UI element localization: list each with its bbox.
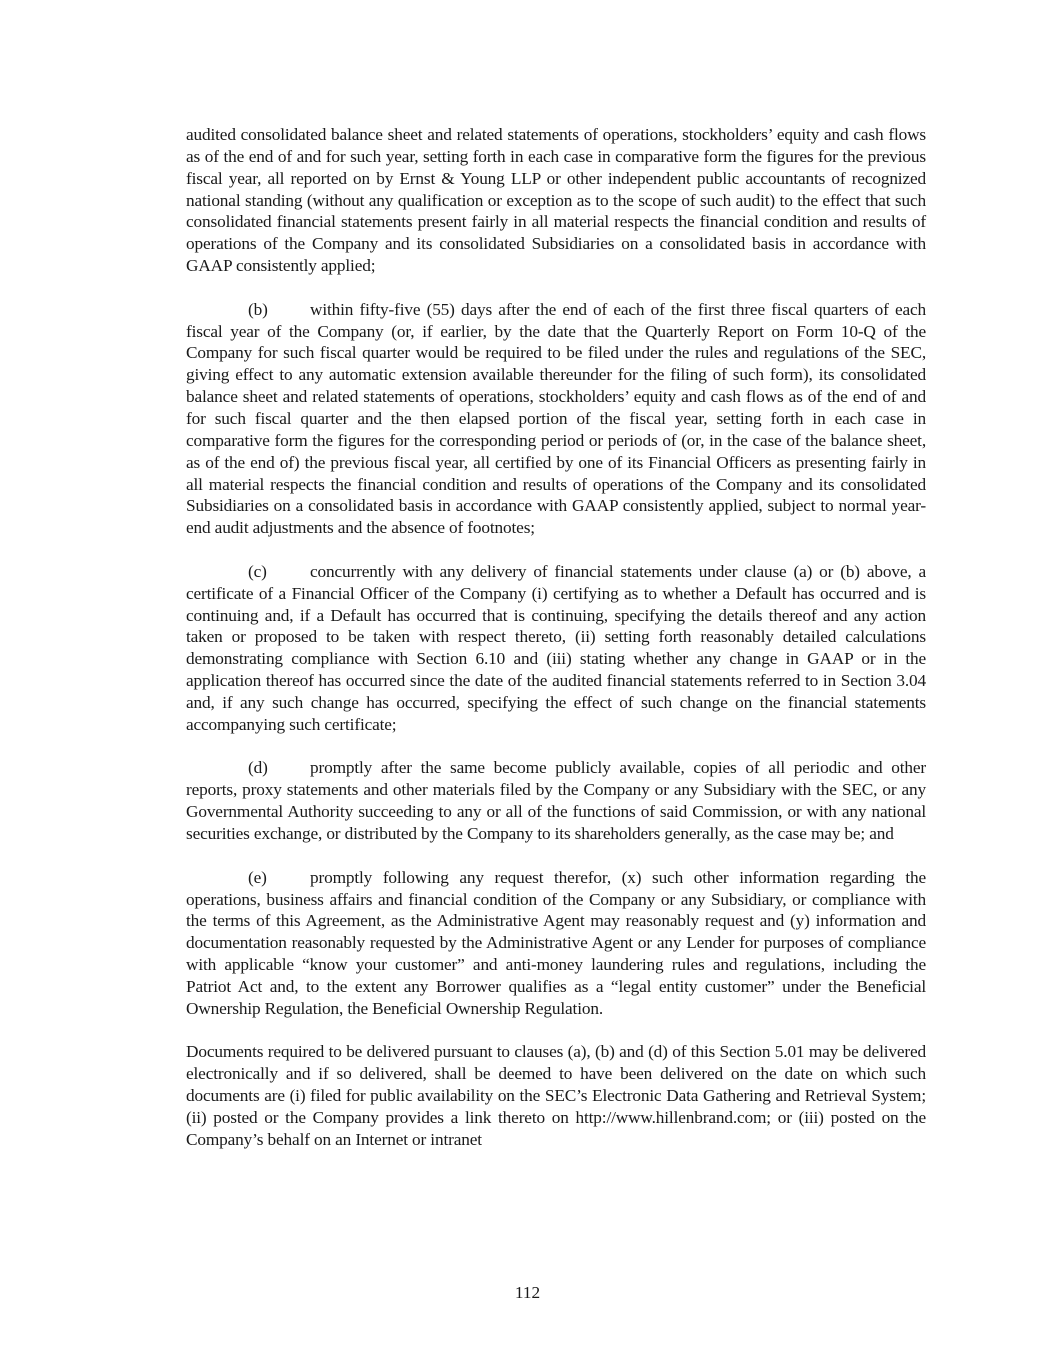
- paragraph-text: promptly after the same become publicly available, copies of all periodic and other reports, proxy statements and other materials filed by the Company or any Subsidiary with the SEC, or any Governmental Authority succeeding to any or all of the functions of said Commission, or with any national securities exchange, or distributed by the Company to its shareholders generally, as the case may be; and: [186, 758, 926, 843]
- paragraph-b: [186, 299, 926, 539]
- paragraph-text: audited consolidated balance sheet and related statements of operations, stockholders’ equity and cash flows as of the end of and for such year, setting forth in each case in comparative form the figures for the previous fiscal year, all reported on by Ernst & Young LLP or other independent public accountants of recognized national standing (without any qualification or exception as to the scope of such audit) to the effect that such consolidated financial statements present fairly in all material respects the financial condition and results of operations of the Company and its consolidated Subsidiaries on a consolidated basis in accordance with GAAP consistently applied;: [186, 125, 926, 276]
- paragraph-text: Documents required to be delivered pursuant to clauses (a), (b) and (d) of this Section 5.01 may be delivered electronically and if so delivered, shall be deemed to have been delivered on the date on which such documents are (i) filed for public availability on the SEC’s Electronic Data Gathering and Retrieval System; (ii) posted or the Company provides a link thereto on http://www.hillenbrand.com; or (iii) posted on the Company’s behalf on an Internet or intranet: [186, 1042, 926, 1149]
- clause-label: (c): [248, 561, 267, 581]
- paragraph-text: promptly following any request therefor, (x) such other information regarding the operations, business affairs and financial condition of the Company or any Subsidiary, or compliance with the terms of this Agreement, as the Administrative Agent may reasonably request and (y) information and documentation reasonably requested by the Administrative Agent or any Lender for purposes of compliance with applicable “know your customer” and anti-money laundering rules and regulations, including the Patriot Act and, to the extent any Borrower qualifies as a “legal entity customer” under the Beneficial Ownership Regulation, the Beneficial Ownership Regulation.: [186, 867, 926, 1018]
- clause-label: (e): [248, 867, 267, 887]
- paragraph-a-continued: [186, 124, 926, 277]
- paragraph-text: concurrently with any delivery of financial statements under clause (a) or (b) above, a certificate of a Financial Officer of the Company (i) certifying as to whether a Default has occurred and is continuing and, if a Default has occurred that is continuing, specifying the details thereof and any action taken or proposed to be taken with respect thereto, (ii) setting forth reasonably detailed calculations demonstrating compliance with Section 6.10 and (iii) stating whether any change in GAAP or in the application thereof has occurred since the date of the audited financial statements referred to in Section 3.04 and, if any such change has occurred, specifying the effect of such change on the financial statements accompanying such certificate;: [186, 561, 926, 734]
- paragraph-c: [186, 561, 926, 736]
- paragraph-text: within fifty-five (55) days after the end of each of the first three fiscal quarters of each fiscal year of the Company (or, if earlier, by the date that the Quarterly Report on Form 10-Q of the Company for such fiscal quarter would be required to be filed under the rules and regulations of the SEC, giving effect to any automatic extension available thereunder for the filing of such form), its consolidated balance sheet and related statements of operations, stockholders’ equity and cash flows as of the end of and for such fiscal quarter and the then elapsed portion of the fiscal year, setting forth in each case in comparative form the figures for the corresponding period or periods of (or, in the case of the balance sheet, as of the end of) the previous fiscal year, all certified by one of its Financial Officers as presenting fairly in all material respects the financial condition and results of operations of the Company and its consolidated Subsidiaries on a consolidated basis in accordance with GAAP consistently applied, subject to normal year-end audit adjustments and the absence of footnotes;: [186, 299, 926, 538]
- page-number: 112: [514, 1283, 541, 1302]
- clause-label: (b): [248, 299, 268, 319]
- document-page: [186, 124, 926, 1173]
- clause-label: (d): [248, 758, 268, 778]
- paragraph-d: [186, 757, 926, 844]
- paragraph-e: [186, 867, 926, 1020]
- paragraph-closing: [186, 1041, 926, 1150]
